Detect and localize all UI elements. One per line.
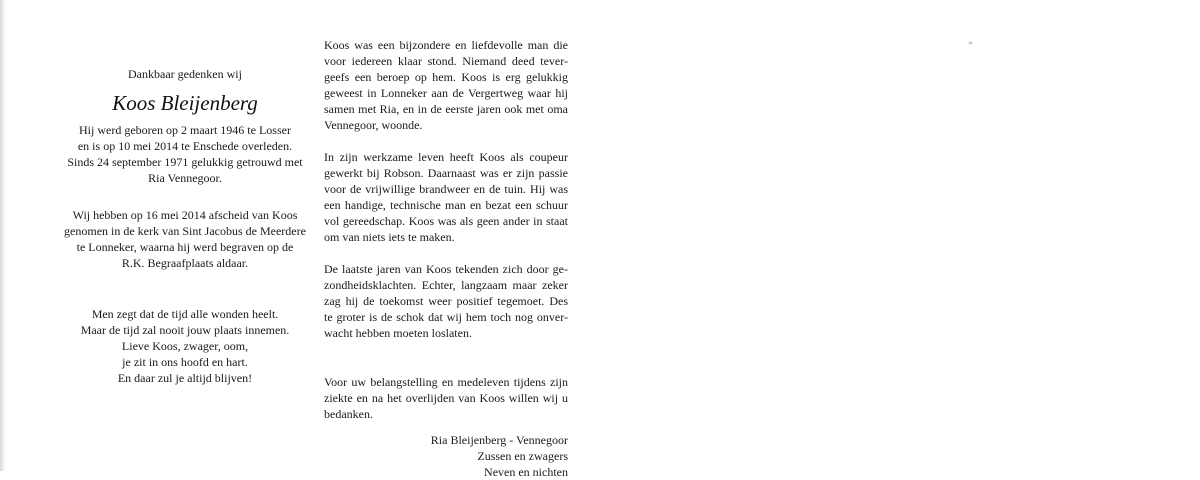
signature-line: Ria Bleijenberg - Vennegoor (430, 433, 568, 447)
poem-line: Lieve Koos, zwager, oom, (121, 339, 249, 353)
poem (40, 306, 330, 386)
poem-line: Maar de tijd zal nooit jouw plaats innemen. (80, 323, 290, 337)
text-line: bedanken. (324, 407, 373, 421)
bio-paragraph (40, 122, 330, 186)
bio-line: en is op 10 mei 2014 te Enschede overleden. (77, 139, 293, 153)
text-line: In zijn werkzame leven heeft Koos als coupeur (324, 150, 568, 164)
bio-line: Sinds 24 september 1971 gelukkig getrouwd met (67, 155, 303, 169)
farewell-line: te Lonneker, waarna hij werd begraven op de (76, 240, 294, 254)
bio-line: Hij werd geboren op 2 maart 1946 te Losser (79, 123, 291, 137)
text-line: Vennegoor, woonde. (324, 118, 423, 132)
right-column (324, 37, 568, 480)
text-line: geefs een beroep op hem. Koos is erg gelukkig (324, 70, 568, 84)
signature-line: Zussen en zwagers (477, 449, 568, 463)
text-line: gewerkt bij Robson. Daarnaast was er zijn passie (324, 166, 568, 180)
text-line: Koos was een bijzondere en liefdevolle man die (324, 38, 568, 52)
text-line: om van niets iets te maken. (324, 230, 455, 244)
farewell-paragraph (40, 207, 330, 271)
poem-line: je zit in ons hoofd en hart. (122, 355, 248, 369)
left-column (40, 66, 330, 386)
text-line: vol gereedschap. Koos was als geen ander in staat (324, 214, 568, 228)
text-line: geweest in Lonneker aan de Vergertweg waar hij (324, 86, 568, 100)
farewell-line: Wij hebben op 16 mei 2014 afscheid van Koos (72, 208, 298, 222)
text-line: voor de vrijwillige brandweer en de tuin. Hij was (324, 182, 568, 196)
text-line: zag hij de toekomst weer positief tegemoet. Des (324, 294, 568, 308)
farewell-line: genomen in de kerk van Sint Jacobus de Meerdere (64, 224, 306, 238)
poem-line: Men zegt dat de tijd alle wonden heelt. (91, 307, 279, 321)
text-line: een handige, technische man en bezat een schuur (324, 198, 568, 212)
farewell-line: R.K. Begraafplaats aldaar. (121, 256, 249, 270)
card-fold-shadow (0, 0, 6, 471)
deceased-name: Koos Bleijenberg (112, 91, 258, 115)
intro-heading: Dankbaar gedenken wij (128, 67, 242, 81)
text-line: voor iedereen klaar stond. Niemand deed tever- (324, 54, 568, 68)
signature-block (324, 432, 568, 480)
thanks-paragraph (324, 374, 568, 422)
text-line: te groter is de schok dat wij hem toch nog onver- (324, 310, 568, 324)
career-paragraph (324, 149, 568, 245)
health-paragraph (324, 261, 568, 341)
poem-line: En daar zul je altijd blijven! (117, 371, 253, 385)
page-mark: * (968, 40, 973, 51)
text-line: wacht hebben moeten loslaten. (324, 326, 472, 340)
character-paragraph (324, 37, 568, 133)
text-line: samen met Ria, en in de eerste jaren ook met oma (324, 102, 568, 116)
signature-line: Neven en nichten (484, 465, 568, 479)
text-line: De laatste jaren van Koos tekenden zich door ge- (324, 262, 568, 276)
text-line: ziekte en na het overlijden van Koos willen wij u (324, 391, 568, 405)
text-line: zondheidsklachten. Echter, langzaam maar zeker (324, 278, 568, 292)
text-line: Voor uw belangstelling en medeleven tijdens zijn (324, 375, 568, 389)
bio-line: Ria Vennegoor. (148, 171, 222, 185)
